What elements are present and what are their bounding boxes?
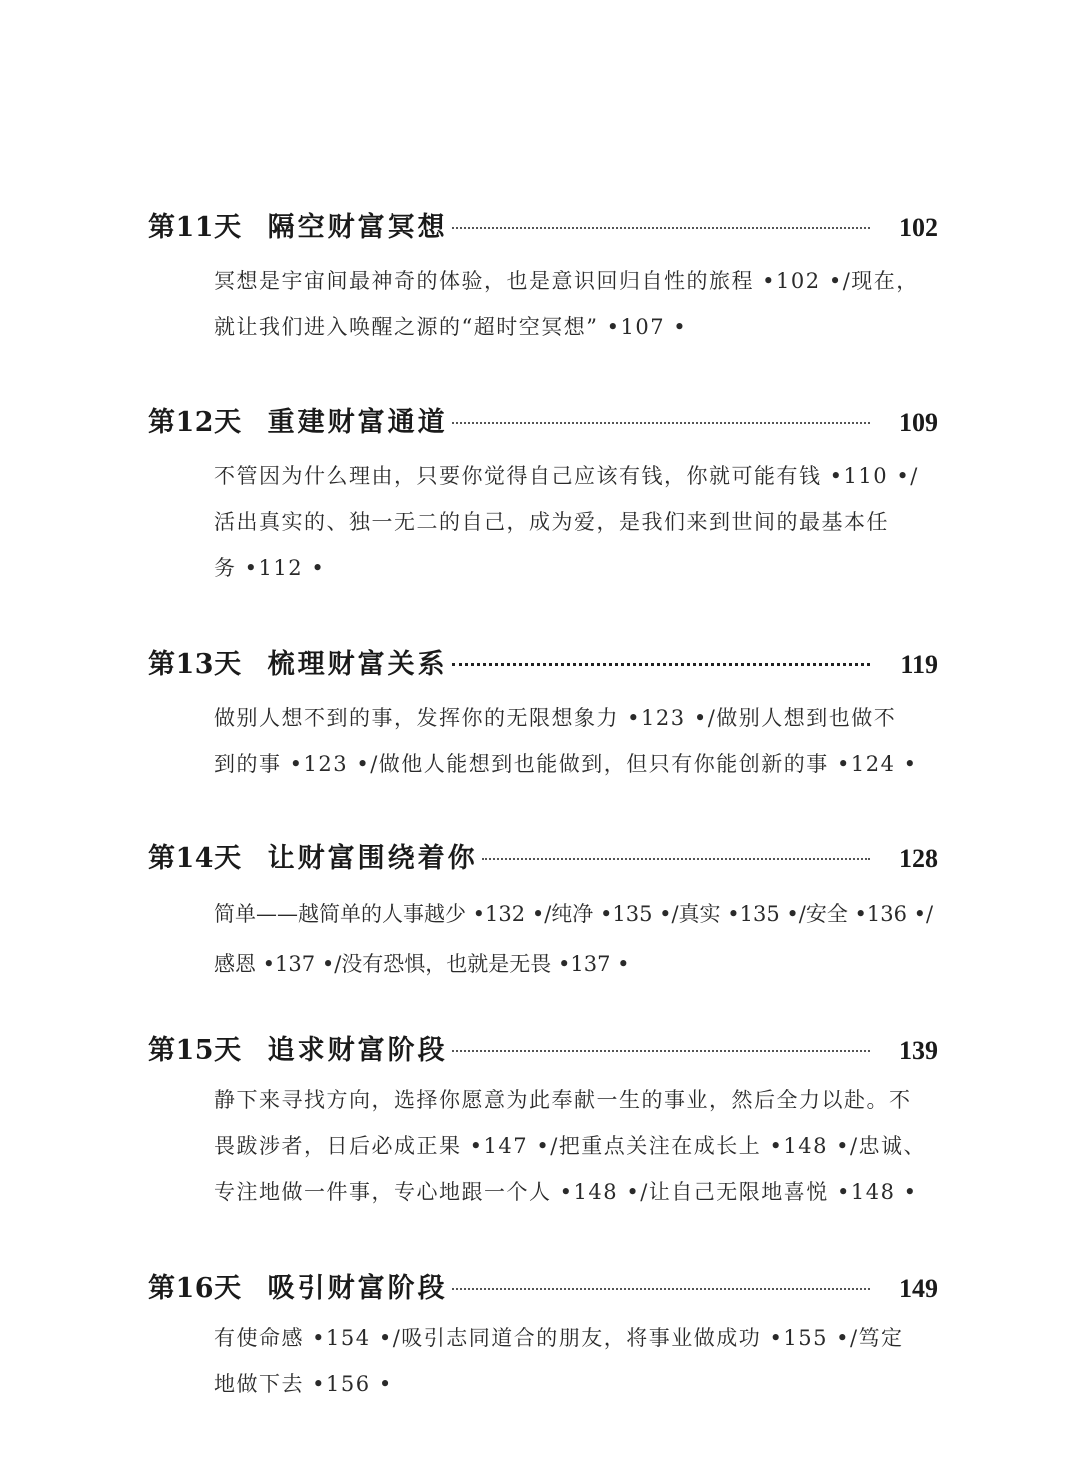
- description-line: 有使命感 •154 •/吸引志同道合的朋友，将事业做成功 •155 •/笃定: [214, 1326, 904, 1350]
- chapter-title: 吸引财富阶段: [267, 1273, 448, 1304]
- chapter-page-number: 109: [899, 408, 938, 437]
- chapter-title: 梳理财富关系: [267, 649, 448, 680]
- chapter-title: 让财富围绕着你: [267, 843, 478, 874]
- toc-entry-day-16: [148, 1269, 938, 1407]
- chapter-description: [214, 889, 938, 989]
- chapter-title: 隔空财富冥想: [267, 212, 448, 243]
- toc-entry-day-13: [148, 645, 938, 787]
- chapter-heading[interactable]: [148, 403, 938, 443]
- toc-entry-day-14: [148, 839, 938, 989]
- chapter-page-number: 102: [899, 213, 938, 242]
- chapter-description: [214, 695, 938, 787]
- chapter-page-number: 139: [899, 1036, 938, 1065]
- chapter-description: [214, 1077, 938, 1215]
- chapter-description: [214, 258, 938, 350]
- toc-entry-day-12: [148, 403, 938, 591]
- chapter-description: [214, 1315, 938, 1407]
- description-line: 活出真实的、独一无二的自己，成为爱，是我们来到世间的最基本任: [214, 510, 889, 534]
- description-line: 务 •112 •: [214, 556, 326, 580]
- chapter-heading[interactable]: [148, 208, 938, 248]
- chapter-day: 第13天: [148, 649, 242, 680]
- description-line: 到的事 •123 •/做他人能想到也能做到，但只有你能创新的事 •124 •: [214, 752, 918, 776]
- dot-leader: [452, 422, 870, 424]
- chapter-day: 第12天: [148, 407, 242, 438]
- chapter-day: 第15天: [148, 1035, 242, 1066]
- dot-leader: [482, 858, 870, 860]
- dot-leader: [452, 1288, 870, 1290]
- description-line: 做别人想不到的事，发挥你的无限想象力 •123 •/做别人想到也做不: [214, 706, 897, 730]
- description-line: 简单——越简单的人事越少 •132 •/纯净 •135 •/真实 •135 •/安全 •136 •/: [214, 902, 934, 926]
- toc-entry-day-15: [148, 1031, 938, 1215]
- description-line: 专注地做一件事，专心地跟一个人 •148 •/让自己无限地喜悦 •148 •: [214, 1180, 918, 1204]
- description-line: 感恩 •137 •/没有恐惧，也就是无畏 •137 •: [214, 952, 630, 976]
- chapter-heading[interactable]: [148, 1269, 938, 1309]
- chapter-page-number: 149: [899, 1274, 938, 1303]
- chapter-day: 第14天: [148, 843, 242, 874]
- dot-leader: [452, 1050, 870, 1052]
- dot-leader: [452, 663, 870, 666]
- chapter-page-number: 128: [899, 844, 938, 873]
- chapter-heading[interactable]: [148, 645, 938, 685]
- chapter-heading[interactable]: [148, 1031, 938, 1071]
- description-line: 畏跋涉者，日后必成正果 •147 •/把重点关注在成长上 •148 •/忠诚、: [214, 1134, 927, 1158]
- description-line: 地做下去 •156 •: [214, 1372, 393, 1396]
- chapter-heading[interactable]: [148, 839, 938, 879]
- description-line: 就让我们进入唤醒之源的“超时空冥想” •107 •: [214, 315, 688, 339]
- chapter-day: 第11天: [148, 212, 242, 243]
- chapter-title: 追求财富阶段: [267, 1035, 448, 1066]
- description-line: 不管因为什么理由，只要你觉得自己应该有钱，你就可能有钱 •110 •/: [214, 464, 919, 488]
- toc-entry-day-11: [148, 208, 938, 350]
- chapter-page-number: 119: [900, 650, 938, 679]
- description-line: 静下来寻找方向，选择你愿意为此奉献一生的事业，然后全力以赴。不: [214, 1088, 912, 1112]
- chapter-title: 重建财富通道: [267, 407, 448, 438]
- description-line: 冥想是宇宙间最神奇的体验，也是意识回归自性的旅程 •102 •/现在，: [214, 269, 919, 293]
- dot-leader: [452, 227, 870, 229]
- chapter-day: 第16天: [148, 1273, 242, 1304]
- chapter-description: [214, 453, 938, 591]
